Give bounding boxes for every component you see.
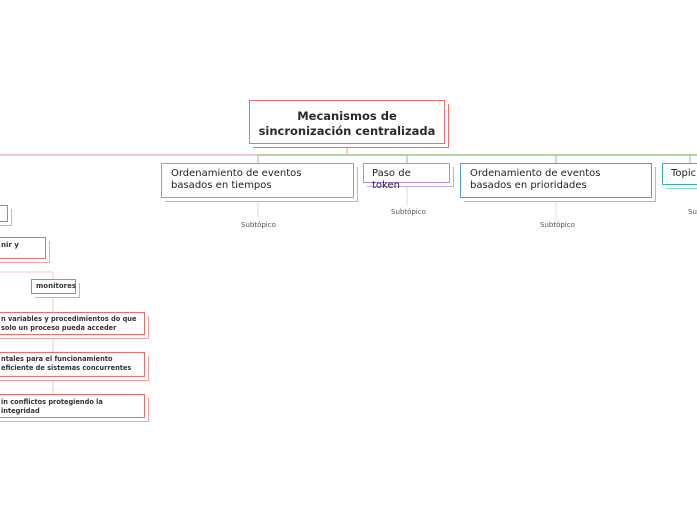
topic-partial-right-label: Topic bbox=[671, 168, 697, 179]
subtopic-token-passing[interactable]: Subtópico bbox=[391, 208, 426, 216]
topic-priority-ordering-label: Ordenamiento de eventos basados en prioridades bbox=[470, 168, 601, 191]
detail-node-3[interactable] bbox=[0, 394, 145, 418]
central-topic[interactable]: Mecanismos de sincronización centralizada bbox=[249, 100, 445, 144]
topic-token-passing-label: Paso de token bbox=[372, 168, 411, 191]
topic-partial-right[interactable] bbox=[662, 163, 697, 185]
subtopic-partial-right[interactable]: Su bbox=[688, 208, 697, 216]
detail-node-3-label: in conflictos protegiendo la integridad bbox=[1, 398, 103, 415]
detail-node-2[interactable] bbox=[0, 352, 145, 377]
left-node-partial[interactable] bbox=[0, 237, 46, 259]
monitors-label: monitores bbox=[36, 282, 77, 290]
subtopic-priority-ordering[interactable]: Subtópico bbox=[540, 221, 575, 229]
monitors-node[interactable] bbox=[31, 279, 76, 294]
subtopic-time-ordering[interactable]: Subtópico bbox=[241, 221, 276, 229]
topic-priority-ordering[interactable] bbox=[460, 163, 652, 198]
topic-time-ordering-label: Ordenamiento de eventos basados en tiempos bbox=[171, 168, 302, 191]
left-node-partial-label: nir y bbox=[1, 241, 19, 249]
topic-token-passing[interactable] bbox=[363, 163, 450, 191]
left-node-top-edge[interactable] bbox=[0, 205, 8, 222]
detail-node-1[interactable] bbox=[0, 312, 145, 335]
detail-node-2-label: ntales para el funcionamiento eficiente de sistemas concurrentes bbox=[1, 355, 132, 372]
topic-time-ordering[interactable] bbox=[161, 163, 354, 198]
detail-node-1-label: n variables y procedimientos do que solo un proceso pueda acceder bbox=[1, 315, 137, 332]
